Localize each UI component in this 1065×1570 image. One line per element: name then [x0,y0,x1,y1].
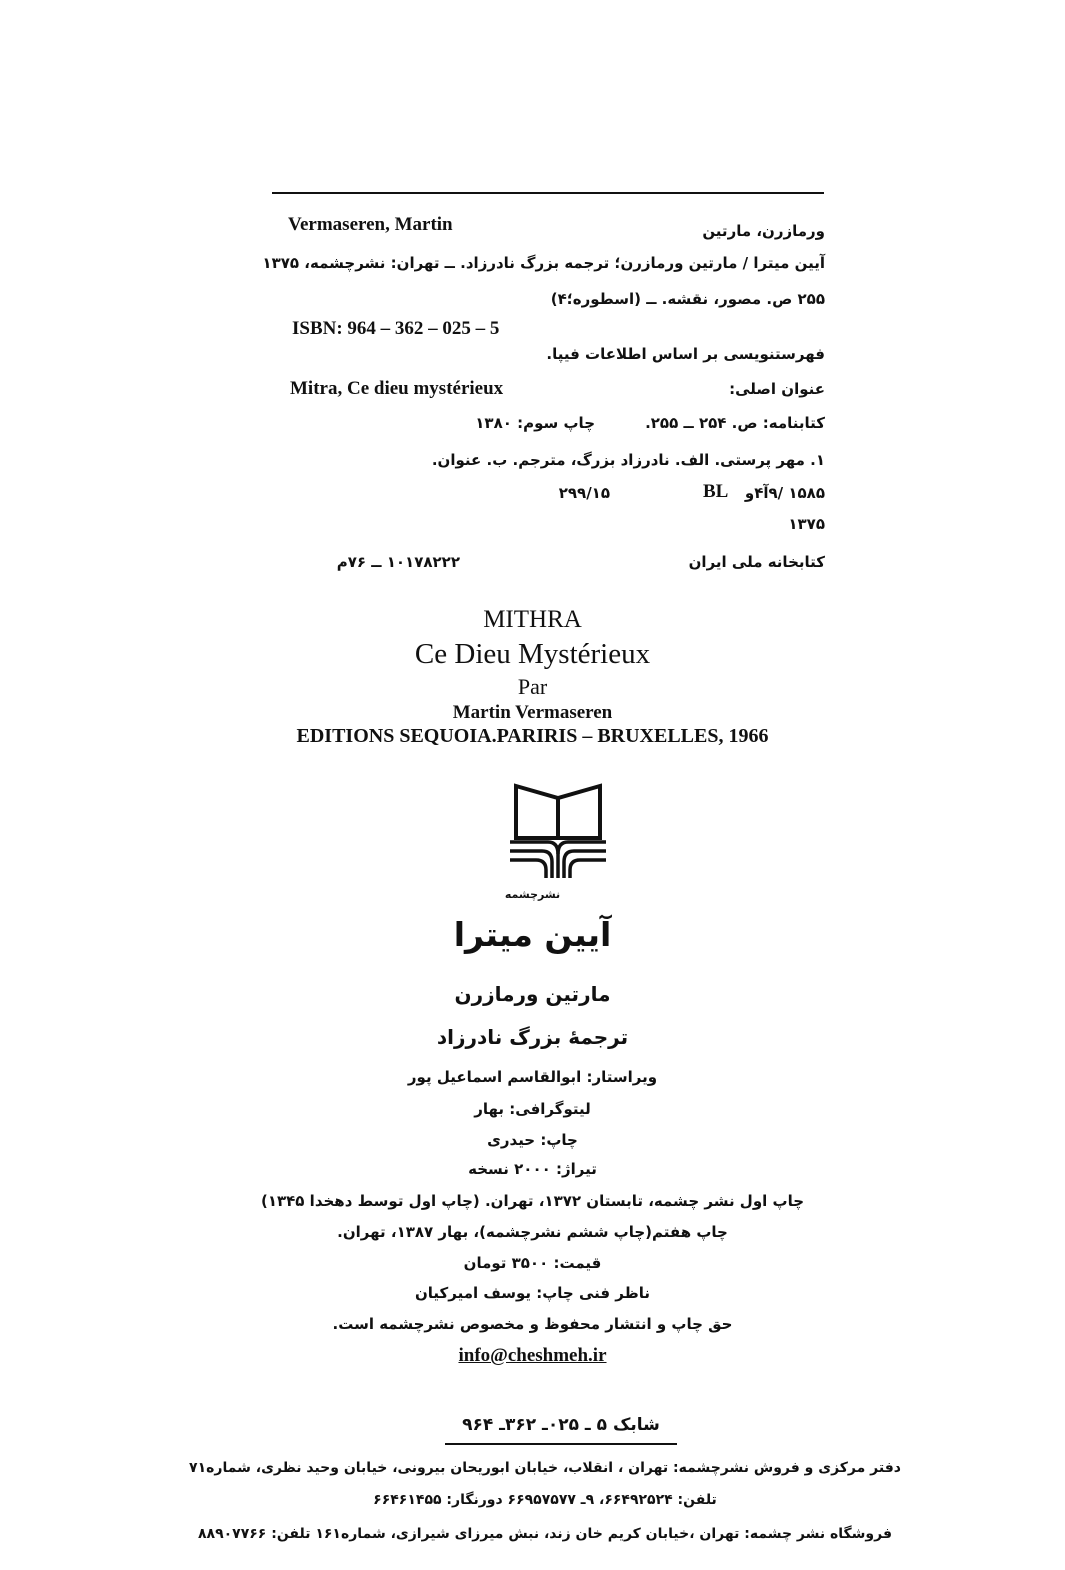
catalog-author-latin: Vermaseren, Martin [288,214,453,235]
catalog-original-title-label: عنوان اصلی: [729,380,825,398]
catalog-author-fa: ورمازرن، مارتین [702,222,825,240]
credit-price: قیمت: ۳۵۰۰ تومان [463,1254,602,1272]
catalog-subjects: ۱. مهر پرستی. الف. نادرزاد بزرگ، مترجم. ب. عنوان. [431,451,825,469]
footer-office-address: دفتر مرکزی و فروش نشرچشمه: تهران ، انقلاب، خیابان ابوریحان بیرونی، خیابان وحید نظری، شماره۷۱ [189,1460,901,1476]
catalog-edition: چاپ سوم: ۱۳۸۰ [475,414,595,432]
footer-store-address: فروشگاه نشر چشمه: تهران ،خیابان کریم خان زند، نبش میرزای شیرازی، شماره۱۶۱ تلفن: ۸۸۹۰۷۷۶۶ [197,1526,893,1542]
catalog-year: ۱۳۷۵ [788,515,825,533]
credit-editor: ویراستار: ابوالقاسم اسماعیل پور [407,1068,658,1086]
credit-printing: چاپ: حیدری [487,1131,578,1149]
catalog-fipa: فهرستنویسی بر اساس اطلاعات فیپا. [546,345,825,363]
email-link[interactable]: info@cheshmeh.ir [458,1345,607,1366]
catalog-physical: ۲۵۵ ص. مصور، نقشه. ــ (اسطوره؛۴) [550,290,825,308]
catalog-class-bl: BL [703,481,729,502]
catalog-original-title: Mitra, Ce dieu mystérieux [290,378,504,399]
catalog-library: کتابخانه ملی ایران [688,553,825,571]
credit-copies: تیراژ: ۲۰۰۰ نسخه [468,1160,597,1178]
original-publisher: EDITIONS SEQUOIA.PARIRIS – BRUXELLES, 1966 [296,725,769,747]
original-subtitle: Ce Dieu Mystérieux [414,638,651,670]
catalog-class-number: ۱۵۸۵ /۹آ۴و [744,484,825,502]
catalog-title-line: آیین میترا / مارتین ورمازرن؛ ترجمه بزرگ نادرزاد. ــ تهران: نشرچشمه، ۱۳۷۵ [262,254,825,272]
credit-lithography: لیتوگرافی: بهار [474,1100,591,1118]
credit-supervisor: ناظر فنی چاپ: یوسف امیرکیان [414,1284,651,1302]
catalog-isbn: ISBN: 964 – 362 – 025 – 5 [292,318,500,339]
credit-seventh-print: چاپ هفتم(چاپ ششم نشرچشمه)، بهار ۱۳۸۷، تهران. [337,1223,728,1241]
credit-first-print: چاپ اول نشر چشمه، تابستان ۱۳۷۲، تهران. (چاپ اول توسط دهخدا ۱۳۴۵) [260,1192,805,1210]
book-logo-icon [508,782,608,886]
credit-rights: حق چاپ و انتشار محفوظ و مخصوص نشرچشمه است. [332,1315,733,1333]
catalog-bibliography: کتابنامه: ص. ۲۵۴ ــ ۲۵۵. [645,414,825,432]
isbn-fa: شابک ۵ ـ ۰۲۵ـ ۳۶۲ـ ۹۶۴ [445,1415,677,1445]
original-title-mithra: MITHRA [483,606,582,633]
book-author: مارتین ورمازرن [454,982,611,1006]
book-title: آیین میترا [453,915,612,954]
footer-phone: تلفن: ۶۶۴۹۲۵۲۴، ۹ـ ۶۶۹۵۷۵۷۷ دورنگار: ۶۶۴۶۱۴۵۵ [373,1492,717,1508]
original-by: Par [517,674,548,699]
catalog-library-number: ۱۰۱۷۸۲۲۲ ــ ۷۶م [336,553,460,571]
catalog-dewey: ۲۹۹/۱۵ [558,484,610,502]
original-author: Martin Vermaseren [452,702,613,723]
logo-caption: نشرچشمه [504,888,561,901]
book-translator: ترجمهٔ بزرگ نادرزاد [436,1025,629,1049]
top-rule [272,192,824,194]
